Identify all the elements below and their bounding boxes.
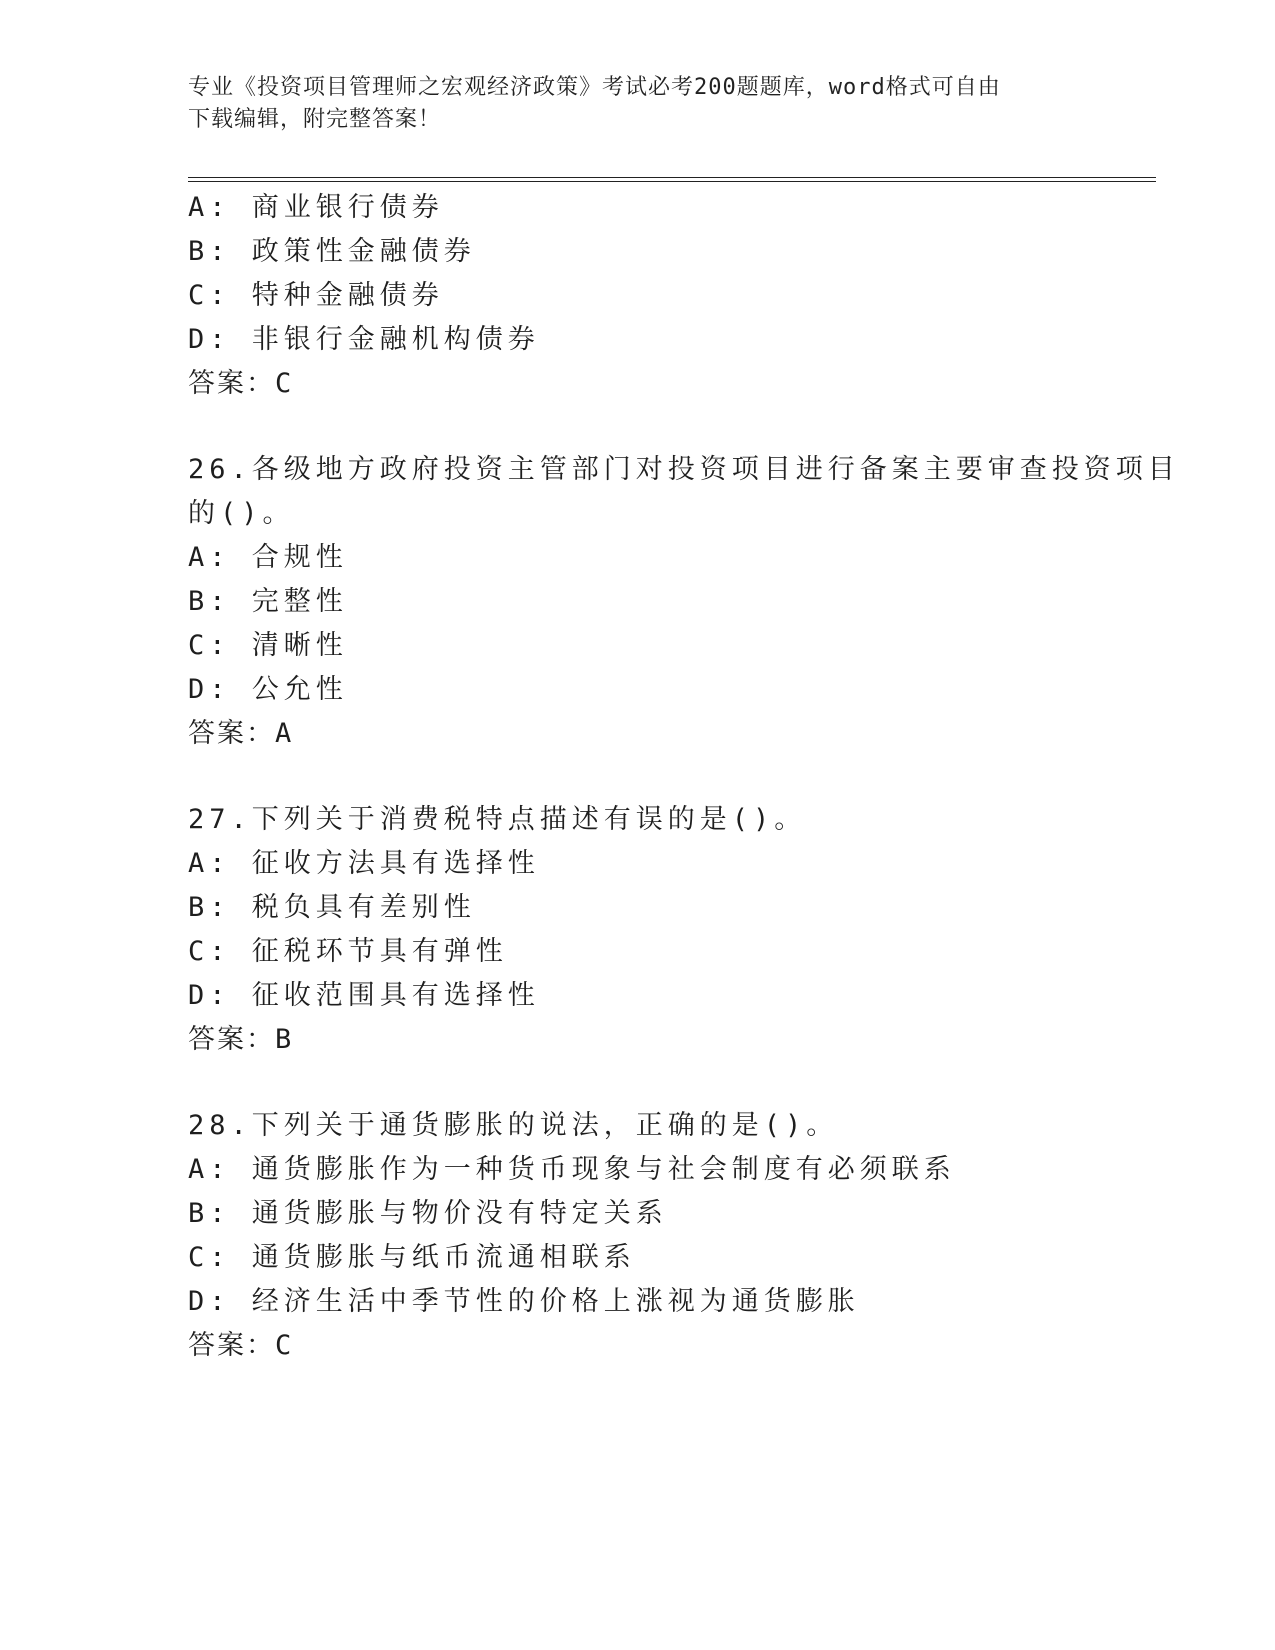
q27-option-d: D: 征收范围具有选择性 — [188, 980, 540, 1011]
header-line-1: 专业《投资项目管理师之宏观经济政策》考试必考200题题库，word格式可自由 — [188, 75, 1001, 100]
header-line-2: 下载编辑，附完整答案！ — [188, 107, 442, 132]
q26-option-c: C: 清晰性 — [188, 630, 348, 661]
q28-option-c: C: 通货膨胀与纸币流通相联系 — [188, 1242, 636, 1273]
q28-option-b: B: 通货膨胀与物价没有特定关系 — [188, 1198, 668, 1229]
q28-question-line-1: 28.下列关于通货膨胀的说法，正确的是()。 — [188, 1110, 839, 1141]
q26-option-a: A: 合规性 — [188, 542, 348, 573]
header-divider — [188, 177, 1156, 182]
q28-option-d: D: 经济生活中季节性的价格上涨视为通货膨胀 — [188, 1286, 860, 1317]
q26-answer: 答案：A — [188, 718, 294, 749]
q26-option-d: D: 公允性 — [188, 674, 348, 705]
q26-option-b: B: 完整性 — [188, 586, 348, 617]
q27-option-c: C: 征税环节具有弹性 — [188, 936, 508, 967]
q25-answer: 答案：C — [188, 368, 294, 399]
q28-answer: 答案：C — [188, 1330, 294, 1361]
q25-option-a: A: 商业银行债券 — [188, 192, 444, 223]
q26-question-line-1: 26.各级地方政府投资主管部门对投资项目进行备案主要审查投资项目 — [188, 454, 1180, 485]
q28-option-a: A: 通货膨胀作为一种货币现象与社会制度有必须联系 — [188, 1154, 956, 1185]
q25-option-d: D: 非银行金融机构债券 — [188, 324, 540, 355]
document-header — [188, 72, 1068, 136]
q27-answer: 答案：B — [188, 1024, 294, 1055]
q27-option-a: A: 征收方法具有选择性 — [188, 848, 540, 879]
q25-option-b: B: 政策性金融债券 — [188, 236, 476, 267]
q25-option-c: C: 特种金融债券 — [188, 280, 444, 311]
q27-question-line-1: 27.下列关于消费税特点描述有误的是()。 — [188, 804, 807, 835]
q27-option-b: B: 税负具有差别性 — [188, 892, 476, 923]
q26-question-line-2: 的()。 — [188, 498, 295, 529]
